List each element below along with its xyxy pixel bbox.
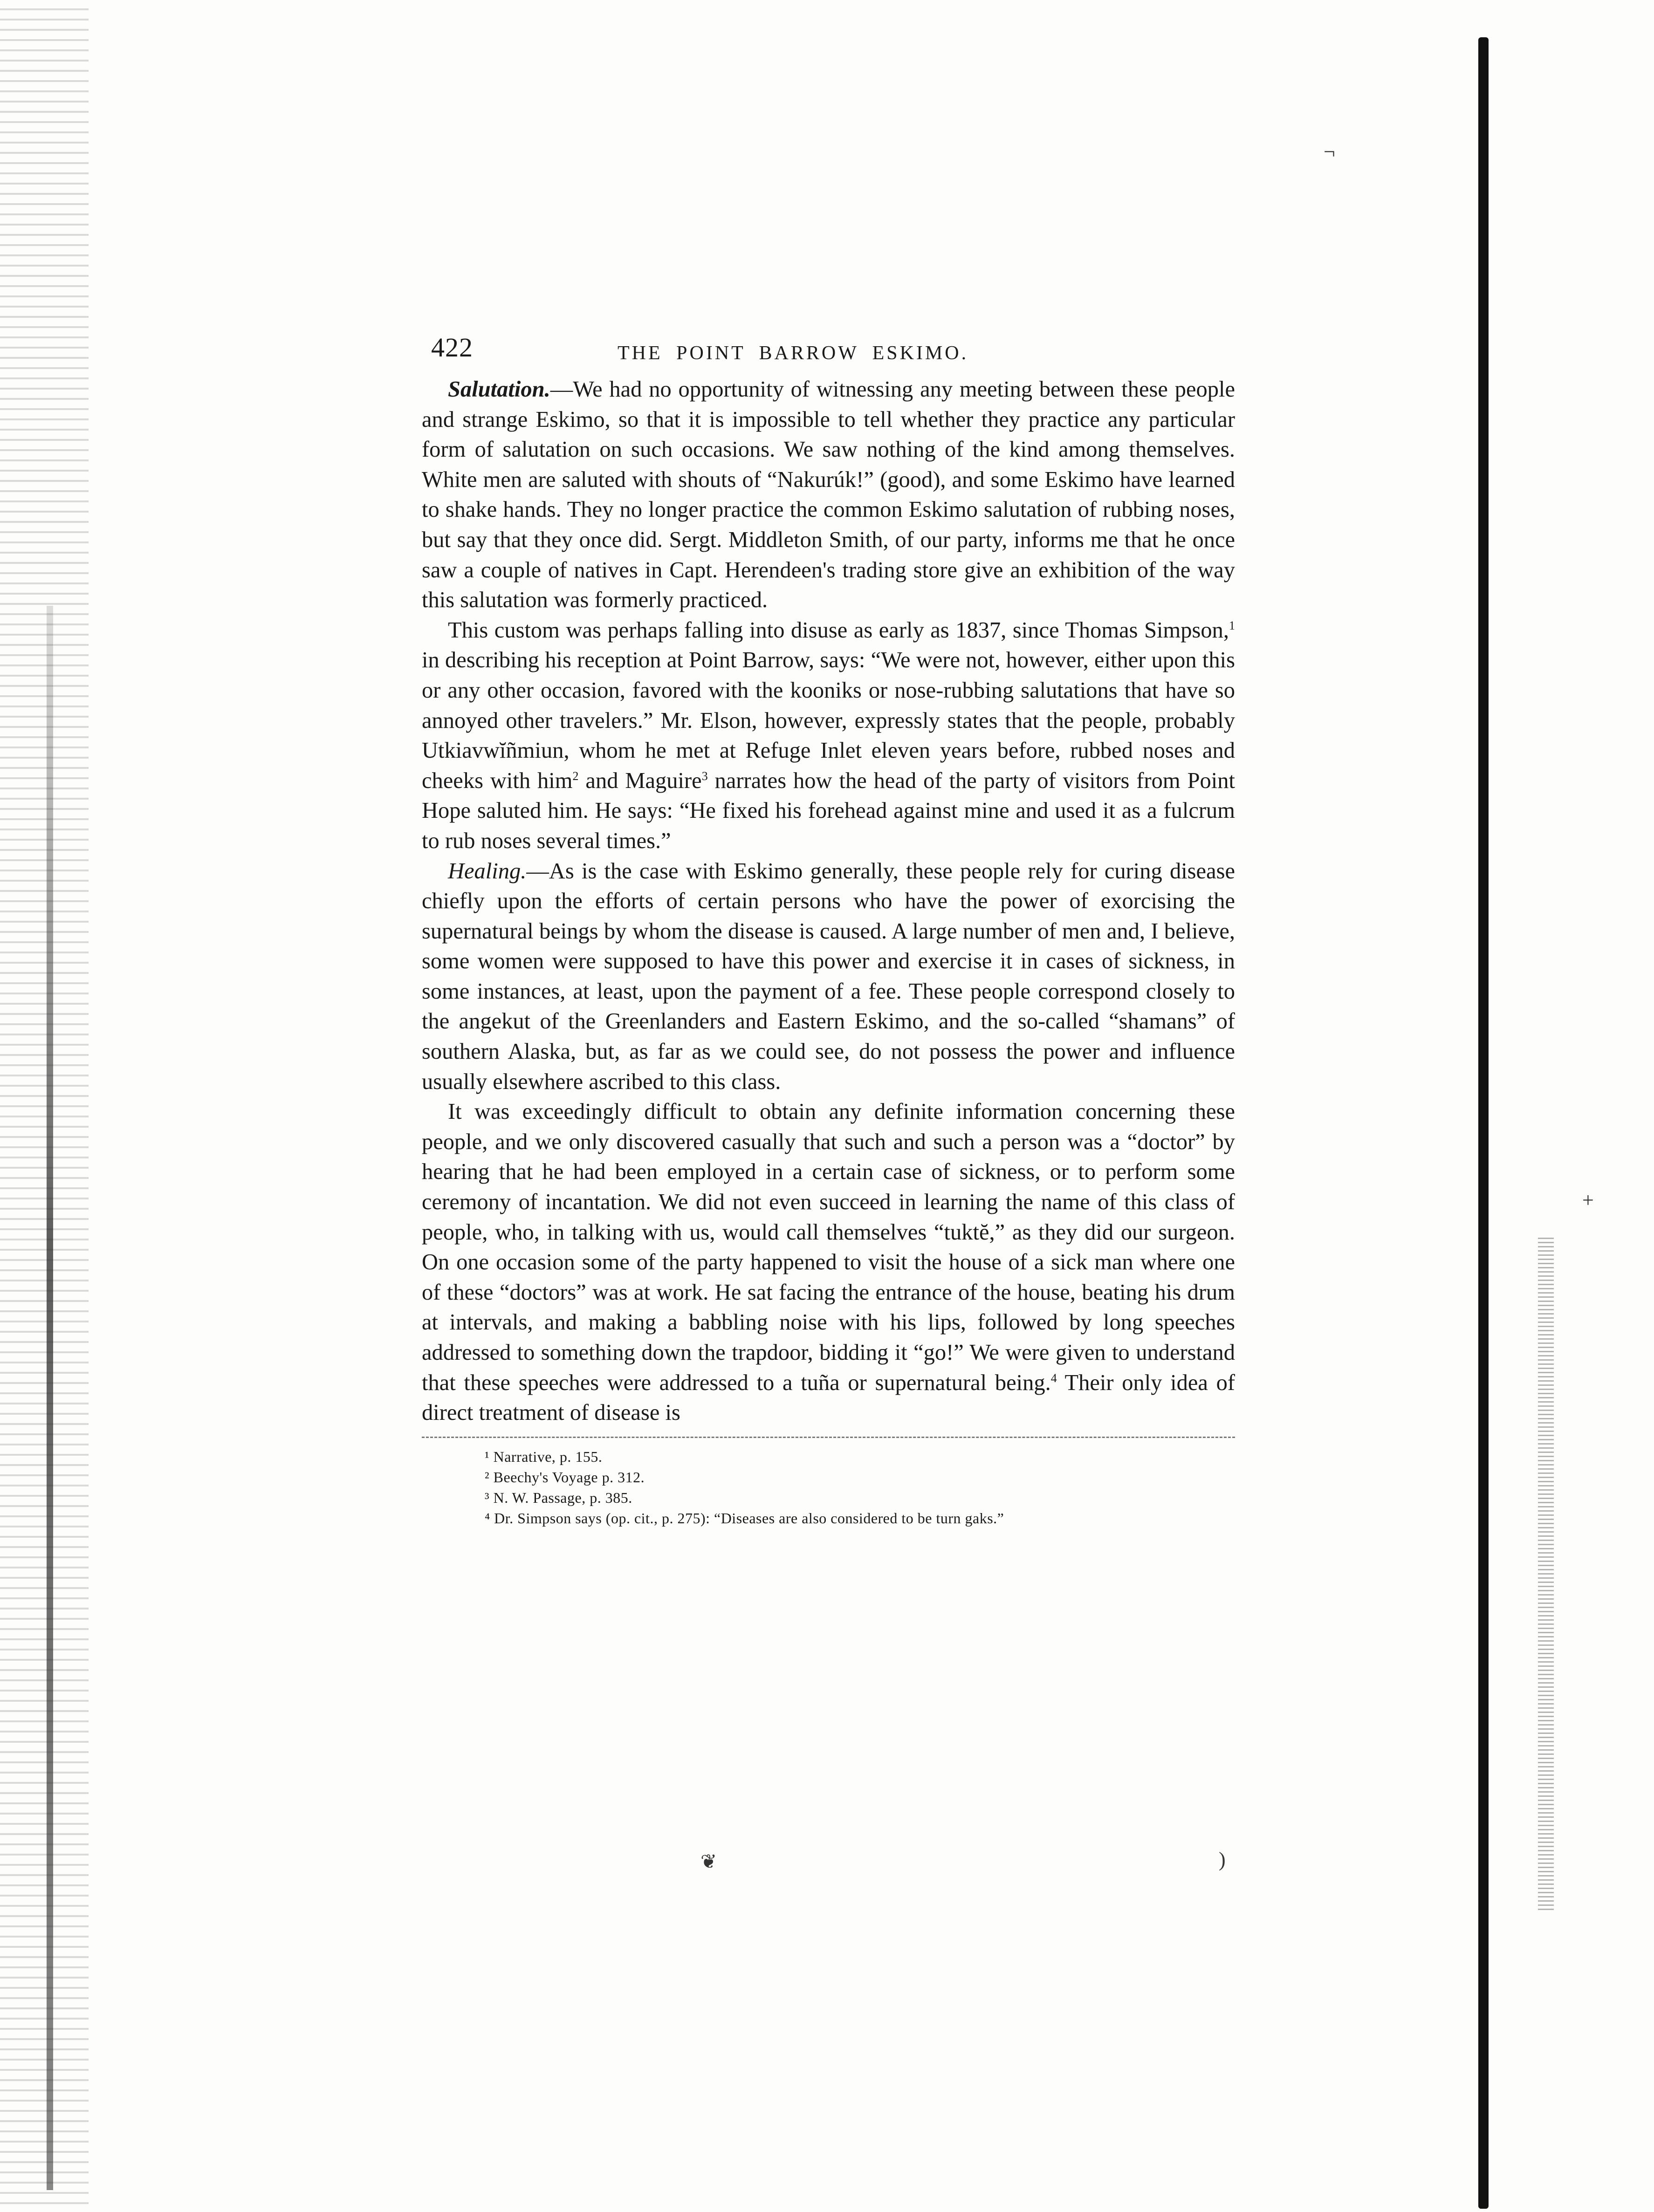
footnote: ² Beechy's Voyage p. 312. [485,1468,645,1486]
footnote-ref: 2 [572,769,579,783]
paragraph-healing [422,856,1235,1097]
body-text [422,375,1235,1428]
paragraph-text: It was exceedingly difficult to obtain any definite information concerning these people, and we only discovered casually that such and such a person was a “doctor” by hearing that he had been employed in a certain case of sickness, or to perform some ceremony of incantation. We did not even succeed in learning the name of this class of people, who, in talking with us, would call themselves “tuktĕ,” as they did our surgeon. On one occasion some of the party happened to visit the house of a sick man where one of these “doctors” was at work. He sat facing the entrance of the house, beating his drum at intervals, and making a babbling noise with his lips, followed by long speeches addressed to something down the trapdoor, bidding it “go!” We were given to understand that these speeches were addressed to a tuña or supernatural being. [422,1099,1235,1395]
page-number: 422 [431,332,473,363]
scan-right-black-bar [1478,37,1489,2209]
scan-speck: ¬ [1324,140,1335,163]
run-in-heading: Healing. [448,858,527,883]
paragraph-text: —As is the case with Eskimo generally, these people rely for curing disease chiefly upon the efforts of certain persons who have the power of exorcising the supernatural beings by whom the disease is caused. A large number of men and, I believe, some women were supposed to have this power and exercise it in cases of sickness, in some instances, at least, upon the payment of a fee. These people correspond closely to the angekut of the Greenlanders and Eastern Eskimo, and the so-called “shamans” of southern Alaska, but, as far as we could see, do not possess the power and influence usually elsewhere ascribed to this class. [422,858,1235,1094]
paragraph-text: Their only idea of direct treatment of disease is [422,1370,1235,1425]
footnote-rule [422,1437,1235,1438]
scan-binding-shadow [47,606,53,2190]
paragraph-custom [422,616,1235,856]
paragraph-text: This custom was perhaps falling into disuse as early as 1837, since Thomas Simpson, [448,617,1229,643]
paragraph-salutation [422,375,1235,616]
running-title: THE POINT BARROW ESKIMO. [618,342,969,364]
scan-speck: ) [1219,1848,1226,1871]
scan-edge-artifact [0,0,89,2212]
scan-right-speckle [1538,1235,1554,1911]
run-in-heading: Salutation. [448,377,550,402]
footnotes [485,1446,1235,1528]
footnote-ref: 3 [701,769,708,783]
footnote: ³ N. W. Passage, p. 385. [485,1489,632,1506]
footnote-ref: 4 [1050,1371,1057,1385]
footnote: ¹ Narrative, p. 155. [485,1448,603,1465]
ornament-icon: ❦ [700,1851,717,1873]
paragraph-text: narrates how the head of the party of visitors from Point Hope saluted him. He says: “He fixed his forehead against mine and used it as a fulcrum to rub noses several times.” [422,768,1235,853]
footnote: ⁴ Dr. Simpson says (op. cit., p. 275): “Diseases are also considered to be turn gaks.” [485,1509,1004,1527]
paragraph-text: —We had no opportunity of witnessing any meeting between these people and strange Eskimo, so that it is impossible to tell whether they practice any particular form of salutation on such occasions. We saw nothing of the kind among themselves. White men are saluted with shouts of “Nakurúk!” (good), and some Eskimo have learned to shake hands. They no longer practice the common Eskimo salutation of rubbing noses, but say that they once did. Sergt. Middleton Smith, of our party, informs me that he once saw a couple of natives in Capt. Herendeen's trading store give an exhibition of the way this salutation was formerly practiced. [422,377,1235,613]
paragraph-doctors [422,1097,1235,1428]
book-page [422,332,1235,1528]
paragraph-text: in describing his reception at Point Barrow, says: “We were not, however, either upon this or any other occasion, favored with the kooniks or nose-rubbing salutations that have so annoyed other travelers.” Mr. Elson, however, expressly states that the people, probably Utkiavwĭñmiun, whom he met at Refuge Inlet eleven years before, rubbed noses and cheeks with him [422,648,1235,793]
scan-speck: + [1582,1189,1594,1212]
paragraph-text: and Maguire [578,768,702,793]
page-header [422,332,1235,374]
footnote-ref: 1 [1229,618,1235,632]
